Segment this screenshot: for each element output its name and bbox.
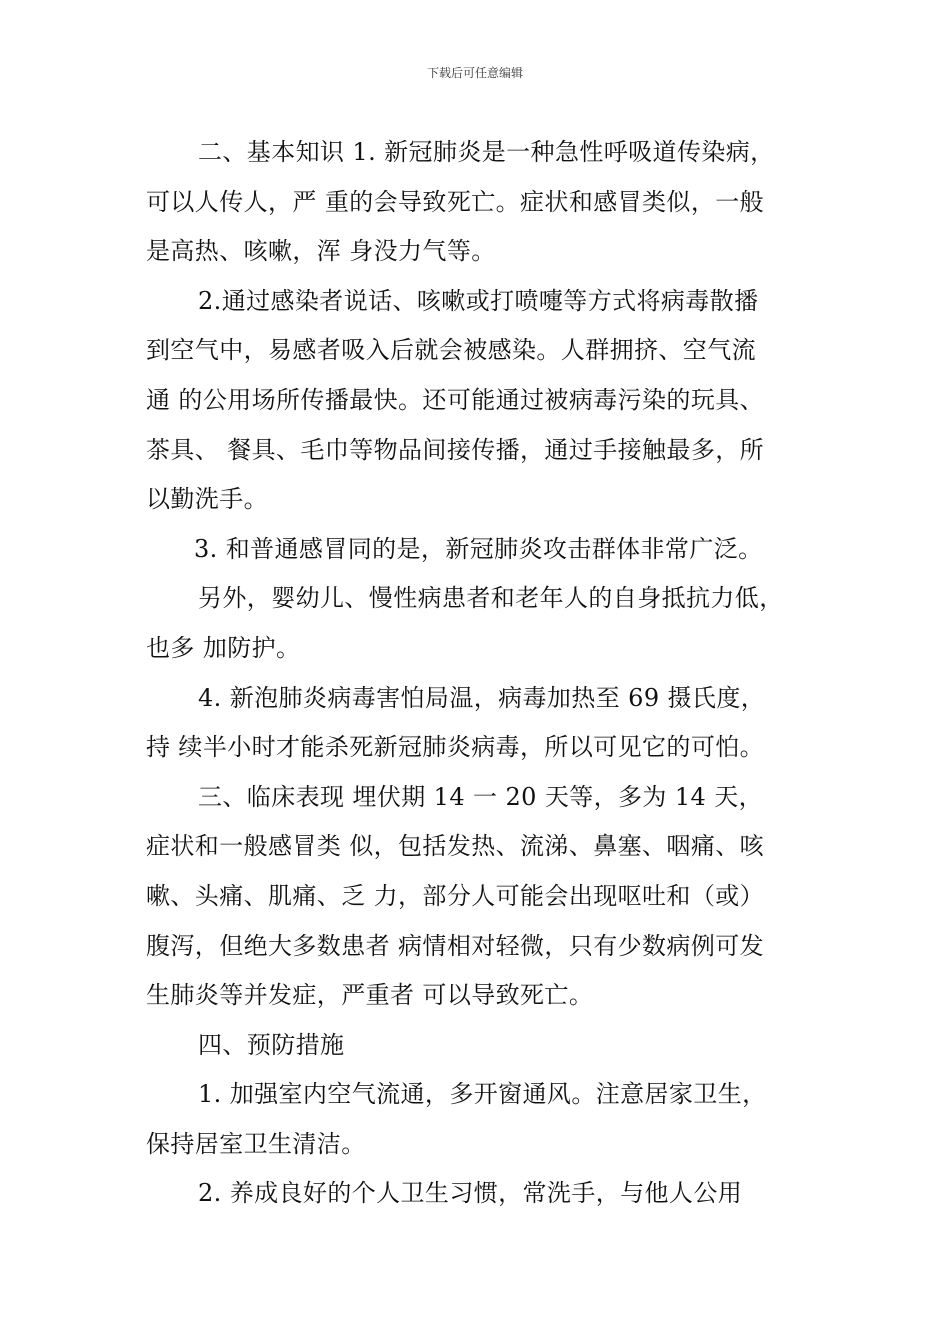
text-line: 1. 加强室内空气流通，多开窗通风。注意居家卫生， [198,1080,767,1109]
text-line: 4. 新泡肺炎病毒害怕局温，病毒加热至 69 摄氏度， [198,683,766,712]
text-line: 三、临床表现 埋伏期 14 一 20 天等，多为 14 天， [198,782,764,811]
text-line: 持 续半小时才能杀死新冠肺炎病毒，所以可见它的可怕。 [146,733,765,762]
text-line: 也多 加防护。 [146,633,301,662]
text-line: 嗽、头痛、肌痛、乏 力，部分人可能会出现呕吐和（或） [146,881,765,910]
text-line: 是高热、咳嗽，浑 身没力气等。 [146,237,496,266]
text-line: 可以人传人，严 重的会导致死亡。症状和感冒类似，一般 [146,187,765,216]
page-header: 下载后可任意编辑 [426,66,523,80]
text-line: 腹泻，但绝大多数患者 病情相对轻微，只有少数病例可发 [146,931,765,960]
text-line: 3. 和普通感冒同的是，新冠肺炎攻击群体非常广泛。 [194,534,763,563]
text-line: 另外，婴幼儿、慢性病患者和老年人的自身抵抗力低， [198,584,784,613]
text-line: 2.通过感染者说话、咳嗽或打喷嚏等方式将病毒散播 [198,286,759,315]
text-line: 茶具、 餐具、毛巾等物品间接传播，通过手接触最多，所 [146,435,765,464]
document-body [146,128,818,1219]
text-line: 保持居室卫生清洁。 [146,1129,366,1158]
text-line: 症状和一般感冒类 似，包括发热、流涕、鼻塞、咽痛、咳 [146,832,765,861]
text-line: 以勤洗手。 [146,485,268,514]
section-heading: 四、预防措施 [198,1030,345,1059]
text-line: 通 的公用场所传播最快。还可能通过被病毒污染的玩具、 [146,385,765,414]
text-line: 二、基本知识 1. 新冠肺炎是一种急性呼吸道传染病， [198,138,775,166]
text-line: 生肺炎等并发症，严重者 可以导致死亡。 [146,981,594,1010]
text-line: 到空气中，易感者吸入后就会被感染。人群拥挤、空气流 [146,336,756,365]
text-line: 2. 养成良好的个人卫生习惯，常洗手，与他人公用 [198,1179,743,1208]
